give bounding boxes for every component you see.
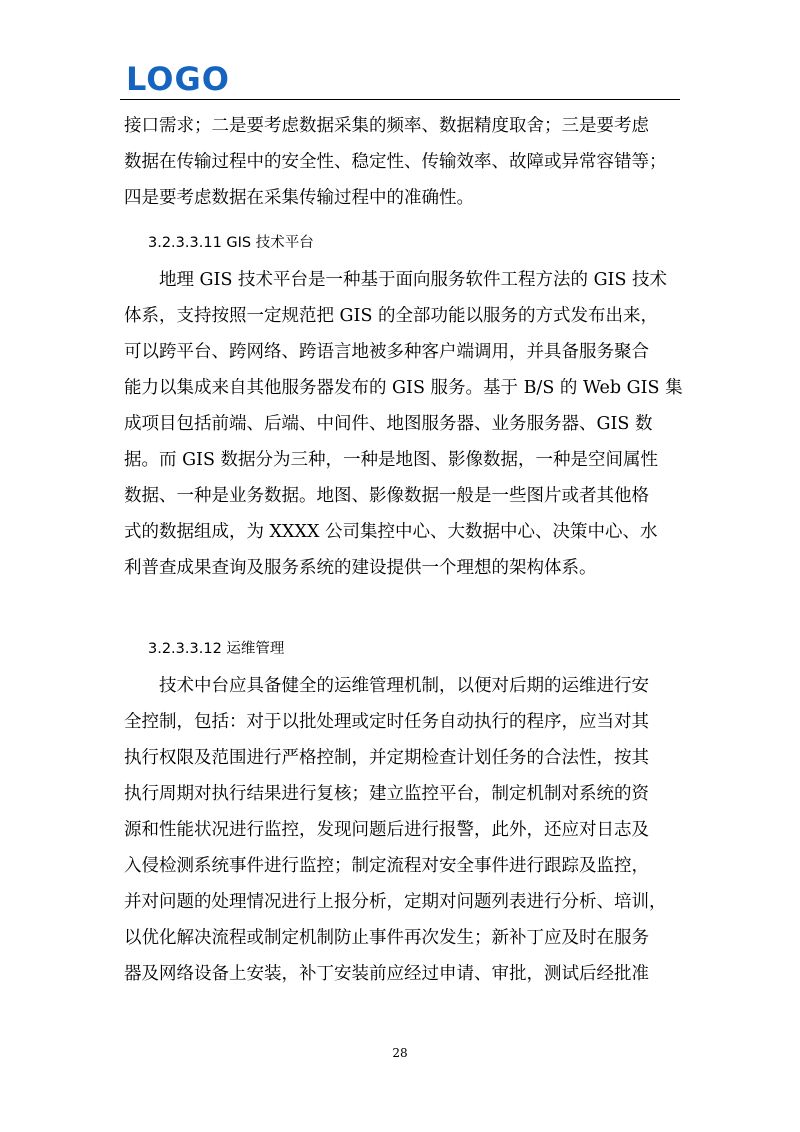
text-line: 可以跨平台、跨网络、跨语言地被多种客户端调用，并具备服务聚合 (124, 342, 649, 362)
text-line: 入侵检测系统事件进行监控；制定流程对安全事件进行跟踪及监控， (124, 856, 649, 876)
text-line: 能力以集成来自其他服务器发布的 GIS 服务。基于 B/S 的 Web GIS 集 (124, 378, 683, 398)
text-line: 体系，支持按照一定规范把 GIS 的全部功能以服务的方式发布出来， (124, 306, 659, 326)
text-line: 并对问题的处理情况进行上报分析，定期对问题列表进行分析、培训， (124, 892, 667, 912)
text-line: 四是要考虑数据在采集传输过程中的准确性。 (124, 188, 474, 208)
text-line: 地理 GIS 技术平台是一种基于面向服务软件工程方法的 GIS 技术 (124, 270, 668, 290)
logo: LOGO (126, 60, 230, 98)
text-line: 成项目包括前端、后端、中间件、地图服务器、业务服务器、GIS 数 (124, 414, 653, 434)
text-line: 式的数据组成，为 XXXX 公司集控中心、大数据中心、决策中心、水 (124, 522, 658, 542)
text-line: 数据在传输过程中的安全性、稳定性、传输效率、故障或异常容错等； (124, 152, 667, 172)
header-divider (120, 99, 680, 100)
text-line: 执行周期对执行结果进行复核；建立监控平台，制定机制对系统的资 (124, 784, 649, 804)
section-heading-ops: 3.2.3.3.12 运维管理 (148, 641, 285, 657)
text-line: 据。而 GIS 数据分为三种，一种是地图、影像数据，一种是空间属性 (124, 450, 659, 470)
text-line: 源和性能状况进行监控，发现问题后进行报警，此外，还应对日志及 (124, 820, 649, 840)
text-line: 技术中台应具备健全的运维管理机制，以便对后期的运维进行安 (124, 676, 649, 696)
paragraph-gis-platform (124, 262, 683, 586)
paragraph-ops-management (124, 668, 680, 992)
text-line: 数据、一种是业务数据。地图、影像数据一般是一些图片或者其他格 (124, 486, 649, 506)
text-line: 利普查成果查询及服务系统的建设提供一个理想的架构体系。 (124, 558, 597, 578)
paragraph-data-collection (124, 108, 680, 216)
section-heading-gis: 3.2.3.3.11 GIS 技术平台 (148, 235, 314, 251)
text-line: 全控制，包括：对于以批处理或定时任务自动执行的程序，应当对其 (124, 712, 649, 732)
text-line: 器及网络设备上安装，补丁安装前应经过申请、审批，测试后经批准 (124, 964, 649, 984)
text-line: 接口需求；二是要考虑数据采集的频率、数据精度取舍；三是要考虑 (124, 116, 649, 136)
text-line: 以优化解决流程或制定机制防止事件再次发生；新补丁应及时在服务 (124, 928, 649, 948)
text-line: 执行权限及范围进行严格控制，并定期检查计划任务的合法性，按其 (124, 748, 649, 768)
page-number: 28 (392, 1046, 408, 1060)
